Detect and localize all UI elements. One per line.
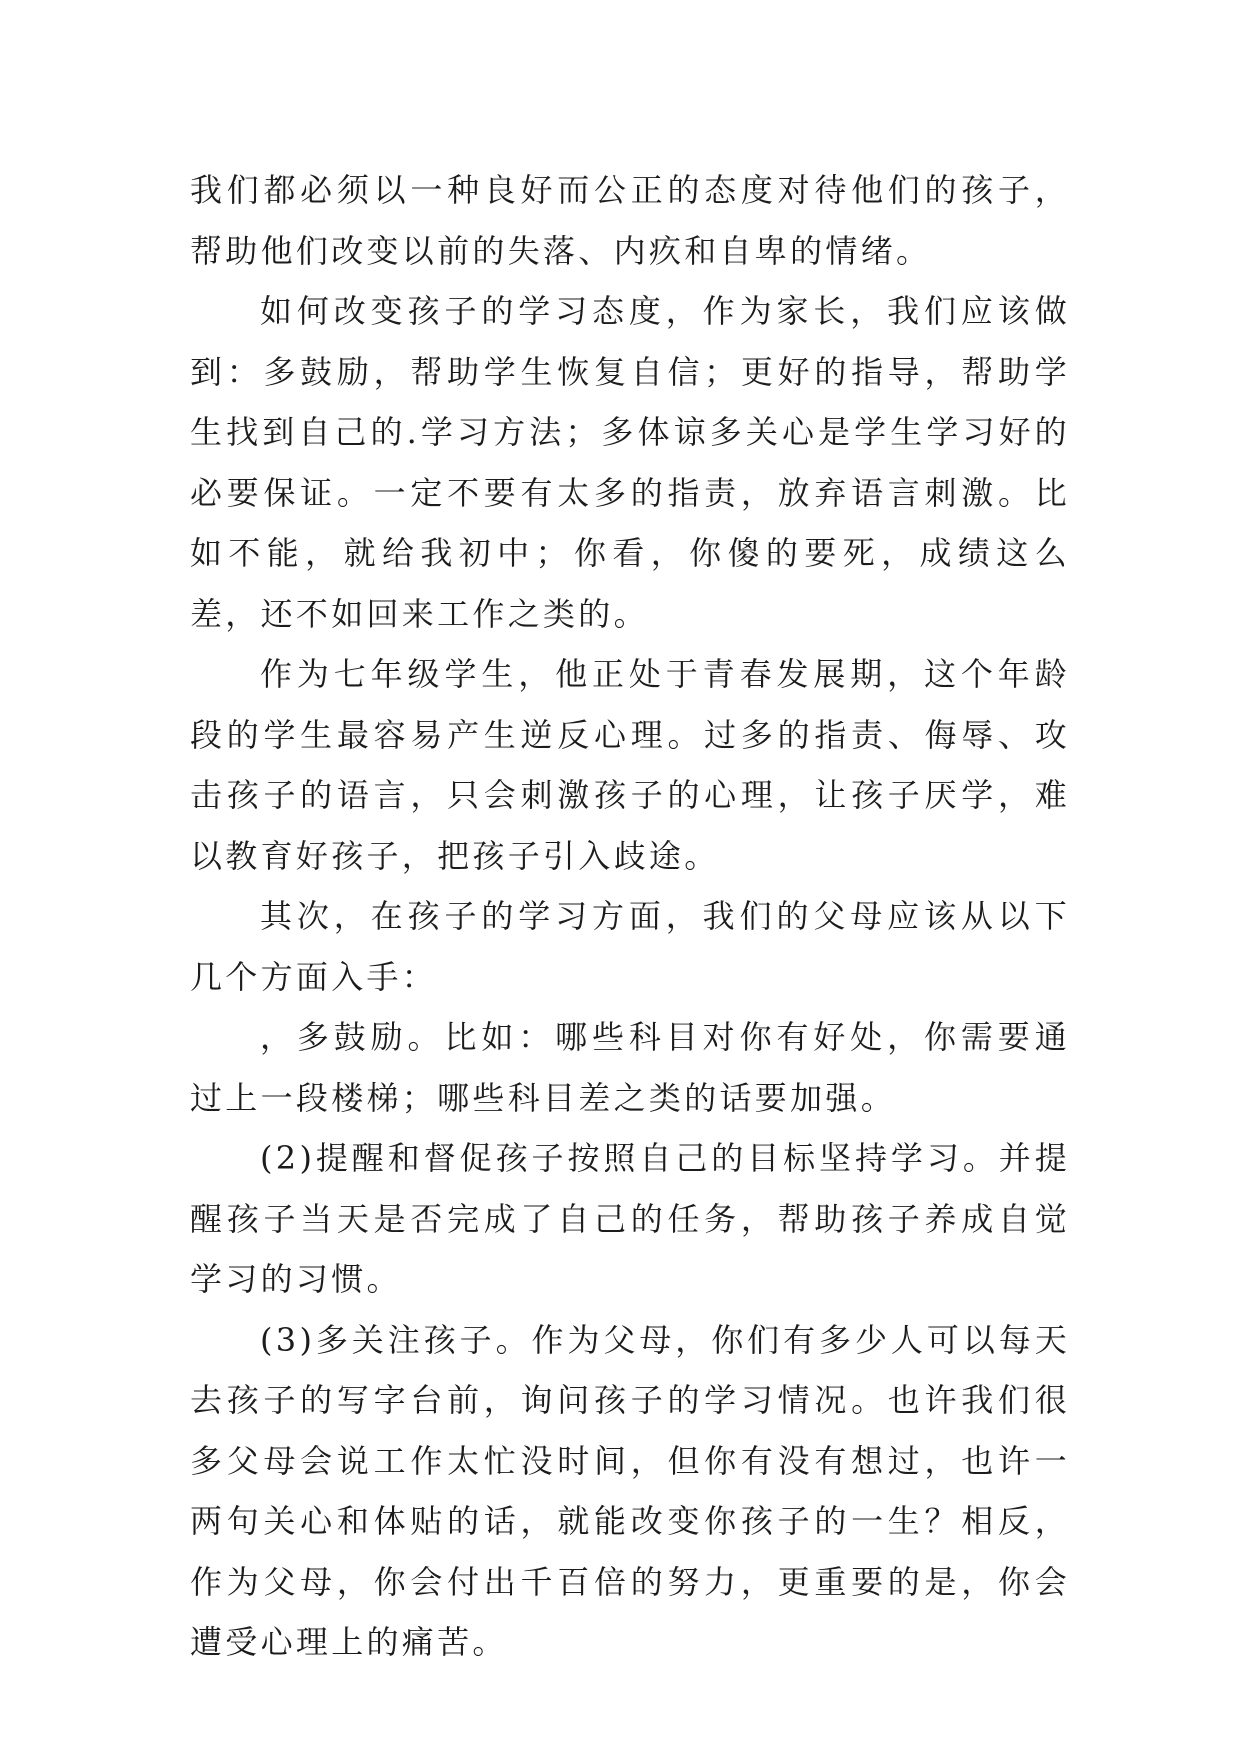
paragraph-1: 我们都必须以一种良好而公正的态度对待他们的孩子，帮助他们改变以前的失落、内疚和自卑的情绪。: [190, 171, 1070, 270]
paragraph-7: (3)多关注孩子。作为父母，你们有多少人可以每天去孩子的写字台前，询问孩子的学习情况。也许我们很多父母会说工作太忙没时间，但你有没有想过，也许一两句关心和体贴的话，就能改变你孩子的一生？相反，作为父母，你会付出千百倍的努力，更重要的是，你会遭受心理上的痛苦。: [190, 1320, 1070, 1661]
paragraph-3: 作为七年级学生，他正处于青春发展期，这个年龄段的学生最容易产生逆反心理。过多的指责、侮辱、攻击孩子的语言，只会刺激孩子的心理，让孩子厌学，难以教育好孩子，把孩子引入歧途。: [190, 655, 1070, 875]
paragraph-2: 如何改变孩子的学习态度，作为家长，我们应该做到：多鼓励，帮助学生恢复自信；更好的指导，帮助学生找到自己的.学习方法；多体谅多关心是学生学习好的必要保证。一定不要有太多的指责，放弃语言刺激。比如不能，就给我初中；你看，你傻的要死，成绩这么差，还不如回来工作之类的。: [190, 292, 1070, 633]
document-body: [190, 160, 1070, 1673]
paragraph-5: ，多鼓励。比如：哪些科目对你有好处，你需要通过上一段楼梯；哪些科目差之类的话要加强。: [190, 1018, 1070, 1117]
paragraph-6: (2)提醒和督促孩子按照自己的目标坚持学习。并提醒孩子当天是否完成了自己的任务，帮助孩子养成自觉学习的习惯。: [190, 1139, 1070, 1298]
paragraph-4: 其次，在孩子的学习方面，我们的父母应该从以下几个方面入手：: [190, 897, 1070, 996]
